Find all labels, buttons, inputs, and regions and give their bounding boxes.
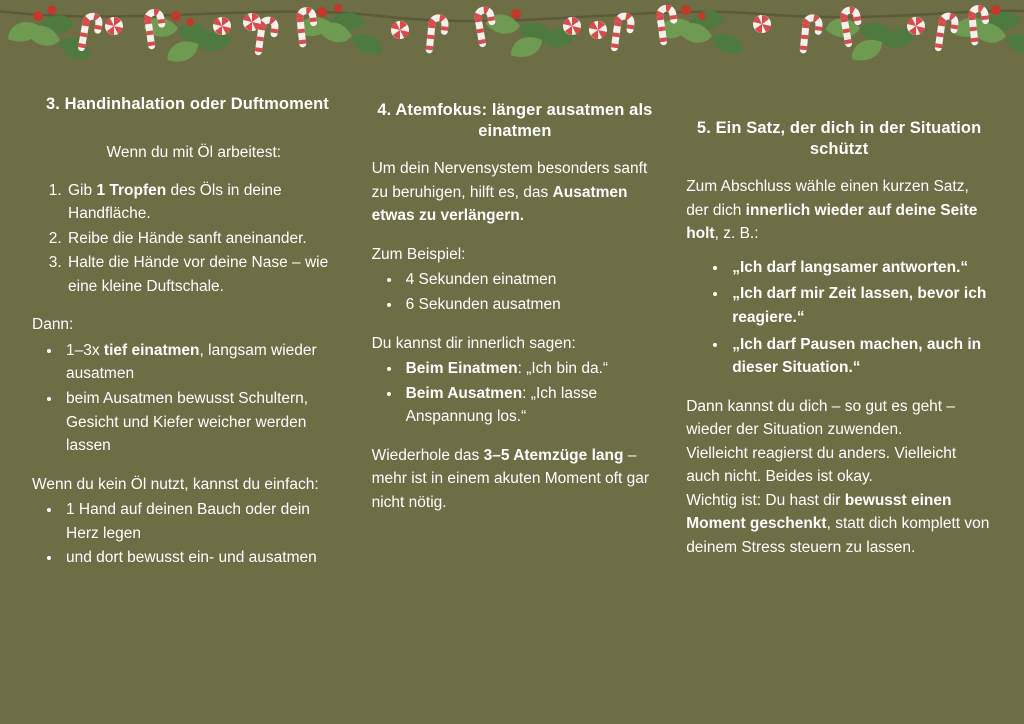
schutzsatz-closing-2: Vielleicht reagierst du anders. Vielleicht auch nicht. Beides ist okay. [686,444,957,486]
example-list [372,268,659,316]
christmas-garland [0,0,1024,72]
list-item: 3. Halte die Hände vor deine Nase – wie eine kleine Duftschale. [66,251,344,298]
section-atemfokus [358,82,673,514]
section-title-atemfokus: 4. Atemfokus: länger ausatmen als einatmen [377,101,653,141]
step-text-suffix: des Öls in deine Handfläche. [68,181,282,223]
list-item: • 1–3x tief einatmen, langsam wieder ausatmen [62,339,344,386]
step-bold: 1 Tropfen [96,181,167,199]
list-item [728,256,992,280]
list-item: • beim Ausatmen bewusst Schultern, Gesicht und Kiefer weicher werden lassen [62,387,344,458]
section-title-schutzsatz: 5. Ein Satz, der dich in der Situation schützt [696,119,982,159]
closing-part2: – mehr ist in einem akuten Moment oft gar nicht nötig. [371,446,649,511]
schutzsatz-intro [686,175,992,246]
handinhalation-steps [32,179,344,299]
say-label: Du kannst dir innerlich sagen: [371,334,576,352]
example-label: Zum Beispiel: [371,245,466,263]
list-item: • 4 Sekunden einatmen [402,268,659,292]
list-item [66,179,344,226]
step-text-prefix: Gib [68,181,97,199]
no-oil-text: Wenn du kein Öl nutzt, kannst du einfach: [32,475,319,493]
atemfokus-closing [372,444,659,515]
closing3-part1: Wichtig ist: Du hast dir [686,491,845,509]
list-item: • 1 Hand auf deinen Bauch oder dein Herz legen [62,498,344,545]
handinhalation-intro: Wenn du mit Öl arbeitest: [106,144,282,162]
worksheet-page [0,72,1024,724]
list-item [402,382,659,429]
closing-part1: Wiederhole das [371,446,484,464]
intro-part2: , z. B.: [714,225,759,243]
say-list [372,357,659,429]
dann-list [32,339,344,458]
list-item [728,333,992,380]
section-handinhalation [18,82,358,571]
schutzsatz-closing-3 [686,489,992,560]
say-bold: Beim Einatmen [405,360,518,378]
intro-bold: innerlich wieder auf deine Seite holt [686,201,978,243]
sentence-text: „Ich darf Pausen machen, auch in dieser Situation.“ [732,335,982,377]
sentence-text: „Ich darf mir Zeit lassen, bevor ich reagiere.“ [732,285,987,326]
atemfokus-intro-bold: Ausatmen etwas zu verlängern. [371,183,628,225]
section-schutzsatz [672,82,1006,559]
intro-part1: Zum Abschluss wähle einen kurzen Satz, der dich [686,178,969,219]
list-item: 2. Reibe die Hände sanft aneinander. [66,227,344,251]
list-item: • und dort bewusst ein- und ausatmen [62,546,344,570]
list-item [728,282,992,329]
section-title-handinhalation: 3. Handinhalation oder Duftmoment [46,95,329,113]
list-item [402,357,659,381]
closing3-bold: bewusst einen Moment geschenkt [686,491,952,533]
closing-bold: 3–5 Atemzüge lang [483,446,624,464]
closing3-part2: , statt dich komplett von deinem Stress steuern zu lassen. [686,515,990,556]
no-oil-list [32,498,344,570]
schutzsatz-list [686,256,992,380]
sentence-text: „Ich darf langsamer antworten.“ [732,258,969,276]
atemfokus-intro-text: Um dein Nervensystem besonders sanft zu beruhigen, hilft es, das [371,160,648,201]
dann-label: Dann: [32,316,74,334]
list-item: • 6 Sekunden ausatmen [402,293,659,317]
schutzsatz-closing-1: Dann kannst du dich – so gut es geht – wieder der Situation zuwenden. [686,397,956,439]
say-bold: Beim Ausatmen [405,384,523,402]
say-rest: : „Ich lasse Anspannung los.“ [405,384,598,426]
say-rest: : „Ich bin da.“ [517,360,609,378]
atemfokus-intro [372,157,659,228]
